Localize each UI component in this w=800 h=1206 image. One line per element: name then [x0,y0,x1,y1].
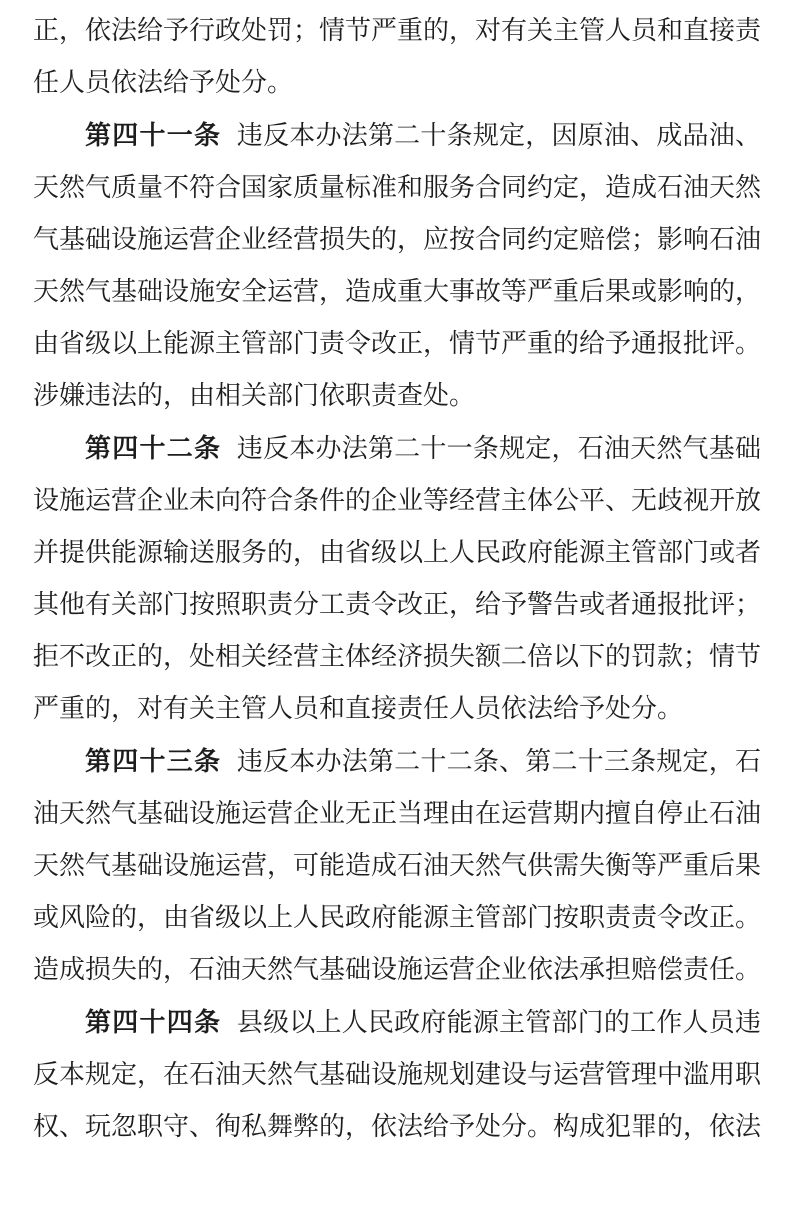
paragraph-article-41 [33,109,761,422]
paragraph-text: 违反本办法第二十条规定，因原油、成品油、天然气质量不符合国家质量标准和服务合同约定，造成石油天然气基础设施运营企业经营损失的，应按合同约定赔偿；影响石油天然气基础设施安全运营，造成重大事故等严重后果或影响的，由省级以上能源主管部门责令改正，情节严重的给予通报批评。涉嫌违法的，由相关部门依职责查处。 [33,121,762,410]
paragraph-text: 县级以上人民政府能源主管部门的工作人员违反本规定，在石油天然气基础设施规划建设与运营管理中滥用职权、玩忽职守、徇私舞弊的，依法给予处分。构成犯罪的，依法 [33,1008,762,1141]
paragraph-text: 违反本办法第二十一条规定，石油天然气基础设施运营企业未向符合条件的企业等经营主体公平、无歧视开放并提供能源输送服务的，由省级以上人民政府能源主管部门或者其他有关部门按照职责分工责令改正，给予警告或者通报批评；拒不改正的，处相关经营主体经济损失额二倍以下的罚款；情节严重的，对有关主管人员和直接责任人员依法给予处分。 [33,434,762,723]
paragraph-article-43 [33,735,761,996]
article-number-43: 第四十三条 [85,746,222,776]
paragraph-article-44 [33,996,761,1153]
paragraph-text: 正，依法给予行政处罚；情节严重的，对有关主管人员和直接责任人员依法给予处分。 [33,16,762,97]
paragraph-article-42 [33,422,761,735]
article-number-44: 第四十四条 [85,1007,222,1037]
article-number-41: 第四十一条 [85,120,222,150]
paragraph-continuation [33,5,761,109]
paragraph-text: 违反本办法第二十二条、第二十三条规定，石油天然气基础设施运营企业无正当理由在运营期内擅自停止石油天然气基础设施运营，可能造成石油天然气供需失衡等严重后果或风险的，由省级以上人民政府能源主管部门按职责责令改正。造成损失的，石油天然气基础设施运营企业依法承担赔偿责任。 [33,747,762,984]
article-number-42: 第四十二条 [85,433,222,463]
